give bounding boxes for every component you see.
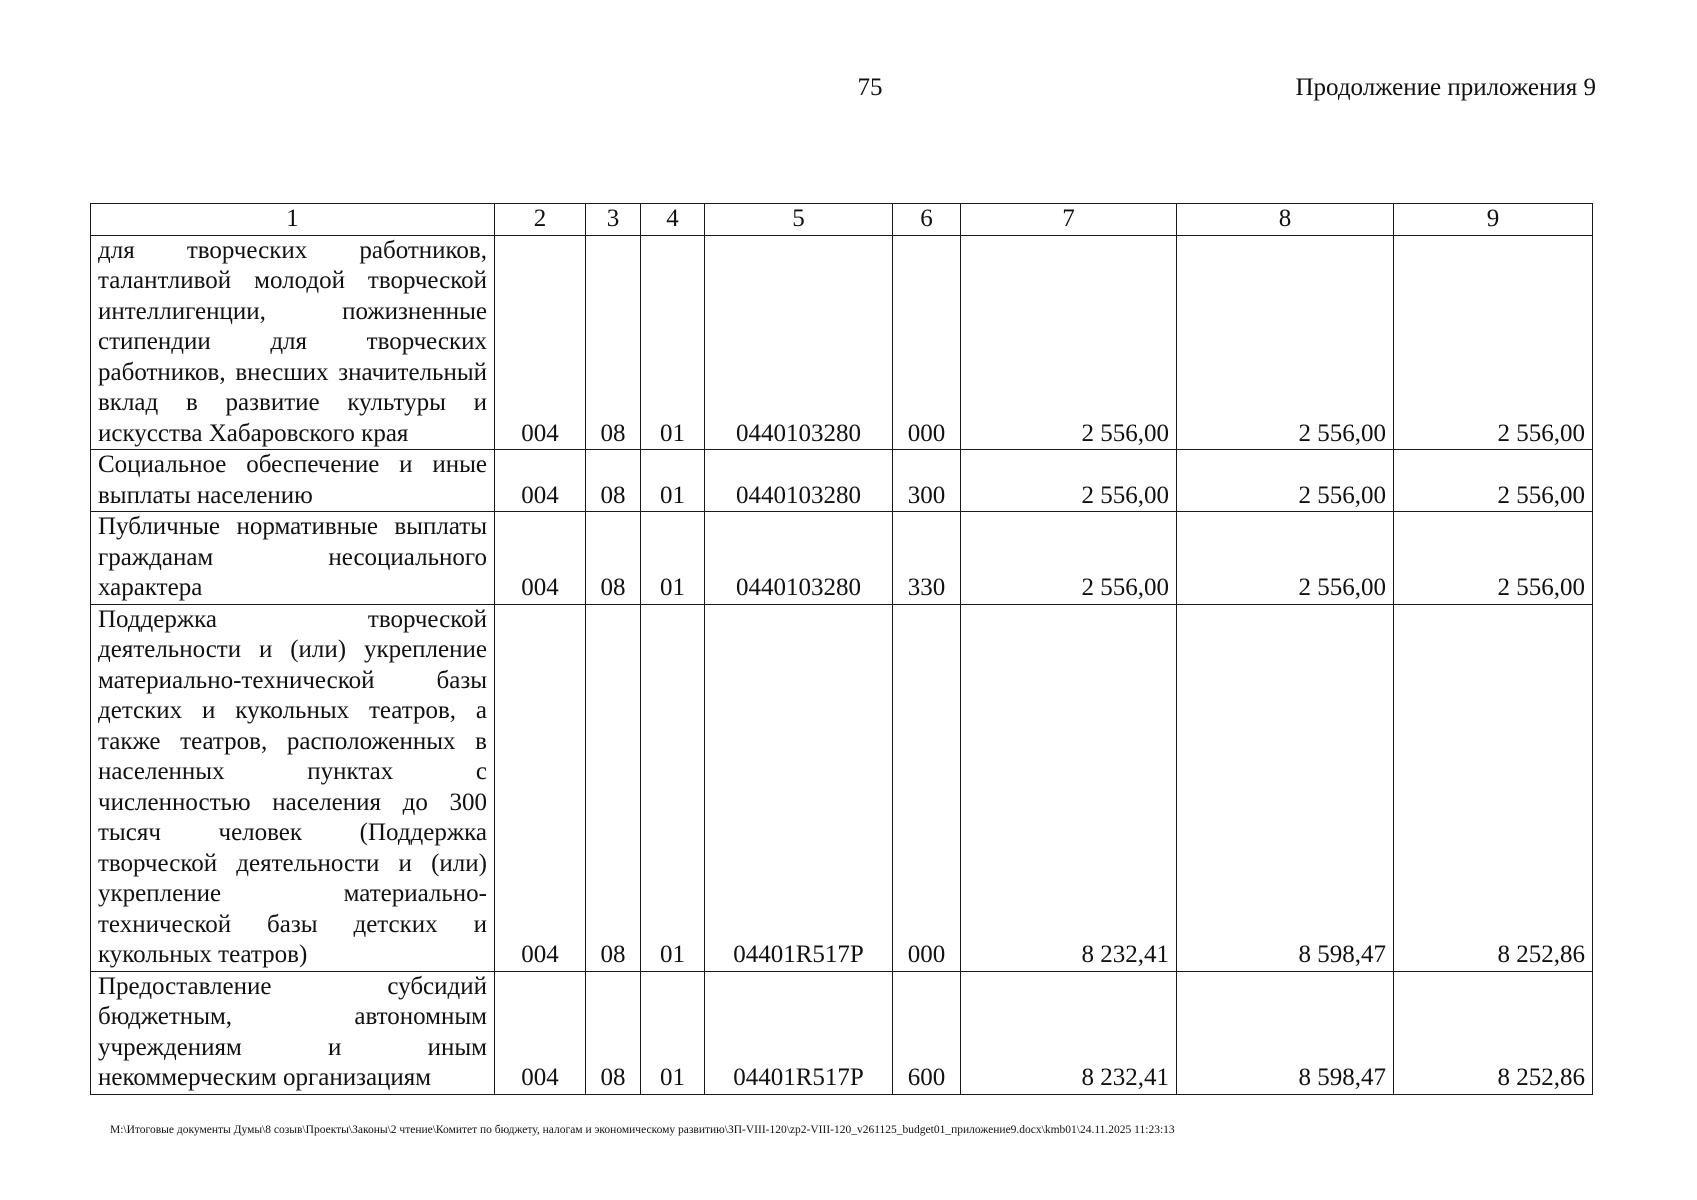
row-name: Публичные нормативные выплаты гражданам несоциального характера (91, 512, 495, 605)
cell-subsection-code: 01 (641, 450, 705, 512)
column-header: 2 (495, 204, 586, 236)
cell-expense-type-code: 000 (893, 604, 961, 971)
cell-ministry-code: 004 (495, 604, 586, 971)
cell-expense-type-code: 600 (893, 971, 961, 1094)
cell-target-code: 0440103280 (705, 450, 893, 512)
cell-amount-col8: 2 556,00 (1177, 450, 1394, 512)
cell-amount-col9: 2 556,00 (1394, 235, 1593, 450)
table-row (91, 235, 1593, 450)
table-row (91, 971, 1593, 1094)
cell-amount-col8: 2 556,00 (1177, 512, 1394, 605)
cell-amount-col8: 8 598,47 (1177, 604, 1394, 971)
cell-amount-col8: 2 556,00 (1177, 235, 1394, 450)
table-row (91, 604, 1593, 971)
column-header: 9 (1394, 204, 1593, 236)
cell-amount-col9: 8 252,86 (1394, 971, 1593, 1094)
row-name: Предоставление субсидий бюджетным, автономным учреждениям и иным некоммерческим организациям (91, 971, 495, 1094)
cell-amount-col9: 8 252,86 (1394, 604, 1593, 971)
row-name: для творческих работников, талантливой молодой творческой интеллигенции, пожизненные стипендии для творческих работников, внесших значительный вклад в развитие культуры и искусства Хабаровского края (91, 235, 495, 450)
column-header: 3 (586, 204, 641, 236)
cell-ministry-code: 004 (495, 971, 586, 1094)
table-header-row (91, 204, 1593, 236)
cell-subsection-code: 01 (641, 512, 705, 605)
document-file-path: M:\Итоговые документы Думы\8 созыв\Проекты\Законы\2 чтение\Комитет по бюджету, налогам и экономическому развитию\ЗП-VIII-120\zp2-VIII-120_v261125_budget01_приложение9.docx\kmb01\24.11.2025 11:23:13 (110, 1124, 1175, 1136)
cell-target-code: 0440103280 (705, 235, 893, 450)
table-row (91, 512, 1593, 605)
cell-section-code: 08 (586, 235, 641, 450)
column-header: 1 (91, 204, 495, 236)
column-header: 6 (893, 204, 961, 236)
cell-subsection-code: 01 (641, 971, 705, 1094)
cell-amount-col9: 2 556,00 (1394, 450, 1593, 512)
cell-amount-col8: 8 598,47 (1177, 971, 1394, 1094)
cell-target-code: 04401R517P (705, 971, 893, 1094)
cell-target-code: 04401R517P (705, 604, 893, 971)
budget-table (90, 203, 1593, 1095)
cell-expense-type-code: 000 (893, 235, 961, 450)
column-header: 4 (641, 204, 705, 236)
continuation-caption: Продолжение приложения 9 (1295, 74, 1596, 101)
column-header: 7 (961, 204, 1177, 236)
cell-amount-col7: 2 556,00 (961, 450, 1177, 512)
cell-amount-col7: 8 232,41 (961, 604, 1177, 971)
cell-expense-type-code: 330 (893, 512, 961, 605)
cell-section-code: 08 (586, 450, 641, 512)
cell-amount-col7: 8 232,41 (961, 971, 1177, 1094)
cell-subsection-code: 01 (641, 604, 705, 971)
cell-amount-col9: 2 556,00 (1394, 512, 1593, 605)
row-name: Социальное обеспечение и иные выплаты населению (91, 450, 495, 512)
cell-section-code: 08 (586, 971, 641, 1094)
page-number: 75 (857, 74, 883, 101)
cell-section-code: 08 (586, 512, 641, 605)
table-row (91, 450, 1593, 512)
column-header: 5 (705, 204, 893, 236)
cell-amount-col7: 2 556,00 (961, 512, 1177, 605)
row-name: Поддержка творческой деятельности и (или) укрепление материально-технической базы детских и кукольных театров, а также театров, расположенных в населенных пунктах с численностью населения до 300 тысяч человек (Поддержка творческой деятельности и (или) укрепление материально-технической базы детских и кукольных театров) (91, 604, 495, 971)
cell-ministry-code: 004 (495, 512, 586, 605)
cell-amount-col7: 2 556,00 (961, 235, 1177, 450)
cell-ministry-code: 004 (495, 235, 586, 450)
cell-target-code: 0440103280 (705, 512, 893, 605)
cell-expense-type-code: 300 (893, 450, 961, 512)
cell-subsection-code: 01 (641, 235, 705, 450)
column-header: 8 (1177, 204, 1394, 236)
cell-section-code: 08 (586, 604, 641, 971)
cell-ministry-code: 004 (495, 450, 586, 512)
